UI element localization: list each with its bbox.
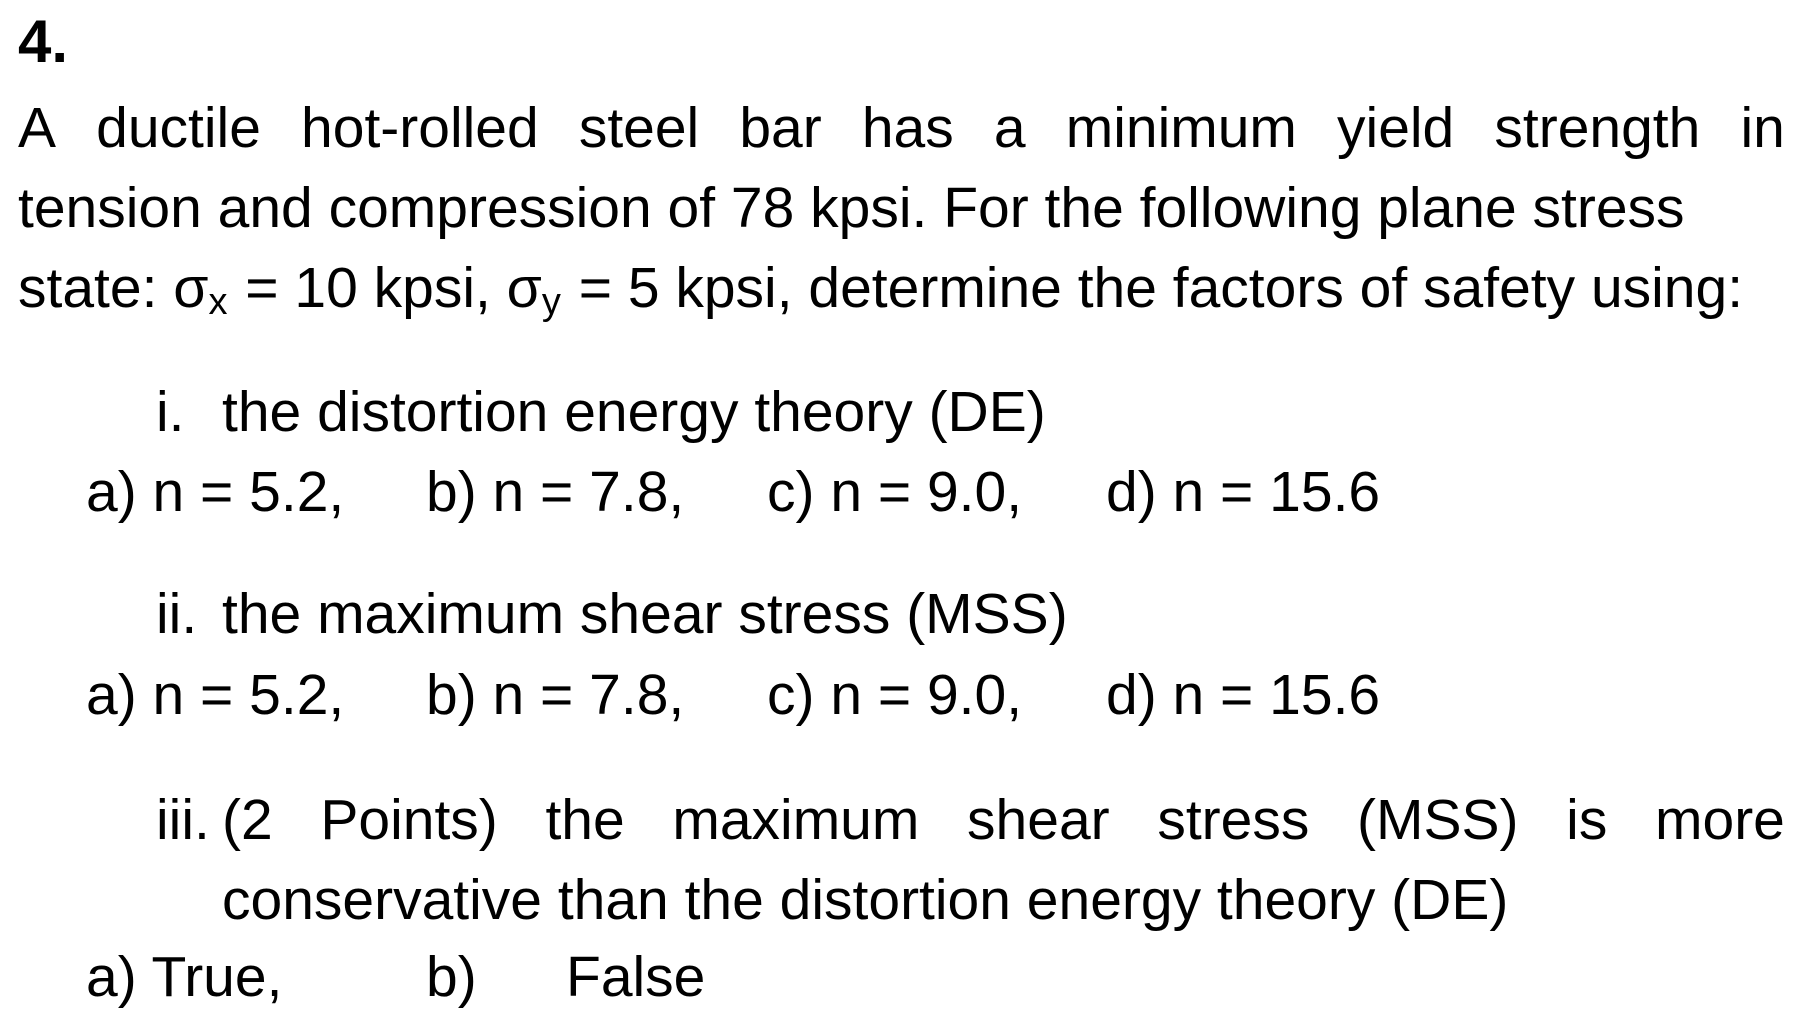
stem-word: A — [18, 96, 57, 160]
part-numeral: iii. (2 — [156, 788, 273, 852]
subscript-y: y — [541, 281, 561, 323]
part-word: more — [1655, 788, 1785, 852]
part-word: stress — [1157, 788, 1310, 852]
stem-line-3-suffix: = 5 kpsi, determine the factors of safety using: — [562, 256, 1744, 320]
option-a[interactable]: a) n = 5.2, — [86, 460, 345, 524]
stem-line-1 — [18, 88, 1785, 168]
part-iii-prompt — [156, 780, 1785, 940]
question-number: 4. — [18, 8, 69, 75]
stem-word: strength — [1494, 96, 1701, 160]
option-d[interactable]: d) n = 15.6 — [1106, 460, 1381, 524]
stem-word: bar — [739, 96, 822, 160]
option-b[interactable]: b) — [426, 945, 477, 1009]
part-text: the maximum shear stress (MSS) — [222, 582, 1068, 646]
option-d[interactable]: d) n = 15.6 — [1106, 663, 1381, 727]
stem-word: minimum — [1065, 96, 1297, 160]
part-word: shear — [967, 788, 1110, 852]
option-a[interactable]: a) n = 5.2, — [86, 663, 345, 727]
question-stem — [18, 88, 1785, 335]
stem-word: has — [861, 96, 954, 160]
option-b-text[interactable]: False — [566, 945, 706, 1009]
part-numeral: i. — [156, 380, 185, 444]
part-word: is — [1566, 788, 1608, 852]
part-text: the distortion energy theory (DE) — [222, 380, 1046, 444]
stem-line-3-prefix: state: σ — [18, 256, 209, 320]
part-iii-line-1 — [156, 780, 1785, 860]
option-a[interactable]: a) True, — [86, 945, 283, 1009]
stem-word: a — [993, 96, 1026, 160]
stem-line-3-mid: = 10 kpsi, σ — [229, 256, 542, 320]
part-word: (2 — [222, 788, 273, 852]
stem-word: steel — [578, 96, 700, 160]
stem-word: yield — [1337, 96, 1455, 160]
part-word: Points) — [320, 788, 498, 852]
part-word: maximum — [672, 788, 920, 852]
stem-line-2: tension and compression of 78 kpsi. For the following plane stress — [18, 176, 1685, 240]
option-b[interactable]: b) n = 7.8, — [426, 663, 685, 727]
subscript-x: x — [208, 281, 228, 323]
part-iii-line-2: conservative than the distortion energy theory (DE) — [222, 868, 1509, 932]
option-b[interactable]: b) n = 7.8, — [426, 460, 685, 524]
stem-word: in — [1740, 96, 1785, 160]
part-numeral: ii. — [156, 582, 198, 646]
part-word: the — [545, 788, 625, 852]
part-i-prompt — [156, 372, 1046, 452]
part-word: (MSS) — [1357, 788, 1519, 852]
stem-word: ductile — [96, 96, 261, 160]
stem-word: hot-rolled — [301, 96, 539, 160]
part-ii-prompt — [156, 574, 1068, 654]
option-c[interactable]: c) n = 9.0, — [767, 663, 1023, 727]
stem-line-3 — [18, 248, 1785, 335]
option-c[interactable]: c) n = 9.0, — [767, 460, 1023, 524]
